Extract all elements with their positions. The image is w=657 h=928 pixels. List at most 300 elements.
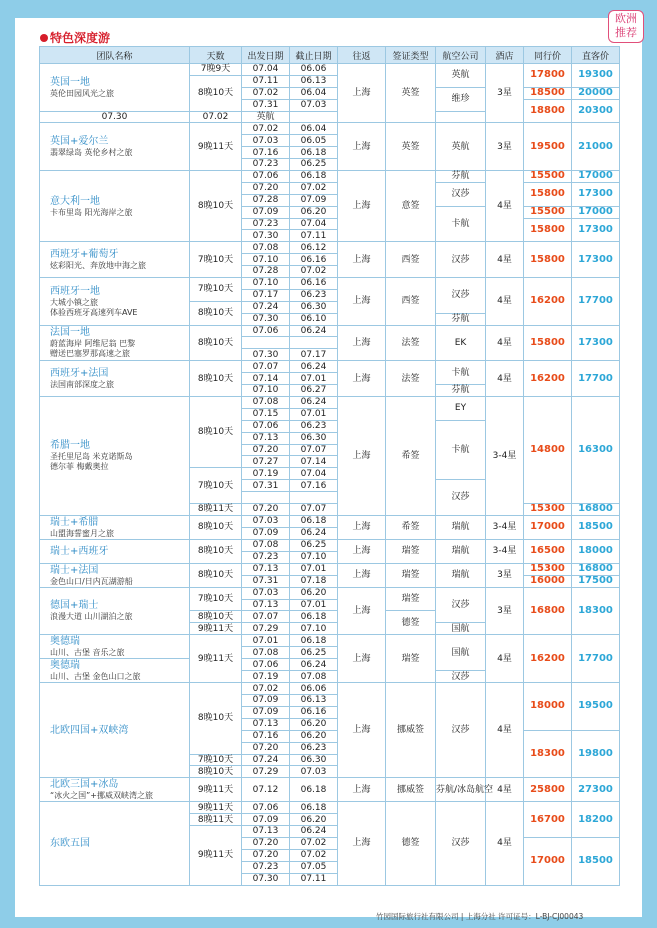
deadline-date: 07.03 — [290, 766, 338, 778]
depart-date: 07.23 — [242, 218, 290, 230]
deadline-date: 07.18 — [290, 575, 338, 587]
airline-cell: 汉莎 — [436, 242, 486, 278]
peer-price: 16200 — [524, 635, 572, 683]
depart-date: 07.09 — [242, 706, 290, 718]
peer-price: 17000 — [524, 515, 572, 539]
days-cell: 7晚10天 — [190, 587, 242, 611]
visa-cell: 法签 — [386, 325, 436, 361]
tour-name-cell — [40, 242, 190, 278]
deadline-date: 07.09 — [290, 194, 338, 206]
tour-desc: 山盟海誓蜜月之旅 — [50, 528, 114, 538]
deadline-date: 07.02 — [290, 849, 338, 861]
days-cell: 9晚11天 — [190, 778, 242, 802]
depart-date: 07.09 — [242, 695, 290, 707]
visa-cell: 希签 — [386, 515, 436, 539]
route-cell: 上海 — [338, 361, 386, 397]
days-cell: 8晚10天 — [190, 361, 242, 397]
tour-desc: 赠送巴塞罗那高速之旅 — [50, 349, 130, 359]
table-row — [40, 802, 620, 814]
depart-date: 07.30 — [242, 313, 290, 325]
deadline-date: 07.11 — [290, 873, 338, 885]
days-cell: 8晚10天 — [190, 301, 242, 325]
deadline-date — [290, 492, 338, 504]
tour-name: 北欧三国+冰岛 — [50, 779, 119, 791]
deadline-date: 07.16 — [290, 480, 338, 492]
depart-date: 07.11 — [242, 75, 290, 87]
direct-price: 18300 — [572, 587, 620, 635]
direct-price: 27300 — [572, 778, 620, 802]
depart-date: 07.27 — [242, 456, 290, 468]
depart-date: 07.06 — [242, 171, 290, 183]
days-cell: 8晚10天 — [190, 515, 242, 539]
direct-price: 16300 — [572, 396, 620, 503]
days-cell: 7晚10天 — [190, 754, 242, 766]
hotel-cell: 4星 — [486, 171, 524, 242]
direct-price: 17000 — [572, 206, 620, 218]
airline-cell: 芬航 — [436, 171, 486, 183]
hotel-cell: 4星 — [486, 278, 524, 326]
direct-price: 17700 — [572, 361, 620, 397]
peer-price: 16000 — [524, 575, 572, 587]
peer-price: 15800 — [524, 325, 572, 361]
airline-cell: 卡航 — [436, 420, 486, 479]
deadline-date: 06.18 — [290, 515, 338, 527]
tour-name-cell — [40, 64, 190, 112]
direct-price: 16800 — [572, 503, 620, 515]
peer-price: 17000 — [524, 837, 572, 885]
deadline-date: 07.02 — [190, 111, 242, 123]
route-cell: 上海 — [338, 539, 386, 563]
deadline-date: 06.25 — [290, 159, 338, 171]
route-cell: 上海 — [338, 563, 386, 587]
days-cell: 9晚11天 — [190, 123, 242, 171]
table-row — [40, 325, 620, 337]
deadline-date — [290, 337, 338, 349]
deadline-date: 06.25 — [290, 647, 338, 659]
depart-date: 07.01 — [242, 635, 290, 647]
tour-desc: 法国南部深度之旅 — [50, 380, 114, 390]
header-3: 截止日期 — [290, 47, 338, 64]
route-cell: 上海 — [338, 242, 386, 278]
depart-date: 07.02 — [242, 683, 290, 695]
tour-desc: 炫彩阳光、奔放地中海之旅 — [50, 261, 146, 271]
depart-date: 07.07 — [242, 611, 290, 623]
header-8: 同行价 — [524, 47, 572, 64]
peer-price: 18800 — [524, 99, 572, 123]
hotel-cell: 3星 — [486, 123, 524, 171]
tour-name-cell — [40, 278, 190, 326]
days-cell: 8晚10天 — [190, 325, 242, 361]
route-cell: 上海 — [338, 683, 386, 778]
table-row — [40, 361, 620, 373]
header-0: 团队名称 — [40, 47, 190, 64]
depart-date: 07.16 — [242, 730, 290, 742]
deadline-date: 06.24 — [290, 361, 338, 373]
deadline-date: 06.23 — [290, 420, 338, 432]
table-row — [40, 171, 620, 183]
tour-desc: 体验西班牙高速列车AVE — [50, 307, 138, 317]
deadline-date: 06.20 — [290, 587, 338, 599]
direct-price: 20300 — [572, 99, 620, 123]
visa-cell: 英签 — [386, 123, 436, 171]
depart-date: 07.23 — [242, 159, 290, 171]
depart-date: 07.08 — [242, 539, 290, 551]
deadline-date: 06.20 — [290, 730, 338, 742]
peer-price: 14800 — [524, 396, 572, 503]
section-title-text: 特色深度游 — [50, 31, 111, 45]
days-cell: 7晚10天 — [190, 468, 242, 504]
peer-price: 25800 — [524, 778, 572, 802]
tour-name-cell — [40, 802, 190, 885]
tour-desc: 大城小镇之旅 — [50, 297, 98, 307]
header-7: 酒店 — [486, 47, 524, 64]
airline-cell: 瑞航 — [436, 515, 486, 539]
depart-date: 07.06 — [242, 802, 290, 814]
depart-date: 07.09 — [242, 206, 290, 218]
direct-price: 17300 — [572, 218, 620, 242]
deadline-date: 06.06 — [290, 683, 338, 695]
airline-cell: 国航 — [436, 635, 486, 671]
tour-name: 奥德瑞 — [50, 660, 80, 672]
deadline-date: 06.23 — [290, 742, 338, 754]
deadline-date: 06.27 — [290, 385, 338, 397]
airline-cell: 汉莎 — [436, 278, 486, 314]
tour-desc: 德尔菲 梅戴奥拉 — [50, 462, 109, 472]
table-body — [40, 64, 620, 886]
deadline-date: 06.24 — [290, 826, 338, 838]
visa-cell: 瑞签 — [386, 539, 436, 563]
deadline-date: 07.05 — [290, 861, 338, 873]
depart-date: 07.28 — [242, 266, 290, 278]
depart-date: 07.29 — [242, 766, 290, 778]
peer-price: 15500 — [524, 171, 572, 183]
airline-cell: 瑞航 — [436, 563, 486, 587]
airline-cell: 汉莎 — [436, 587, 486, 623]
hotel-cell: 3-4星 — [486, 515, 524, 539]
tour-desc: 圣托里尼岛 米克诺斯岛 — [50, 452, 133, 462]
days-cell: 9晚11天 — [190, 635, 242, 683]
deadline-date: 07.01 — [290, 599, 338, 611]
tour-name: 德国+瑞士 — [50, 600, 99, 612]
direct-price: 18500 — [572, 837, 620, 885]
deadline-date: 07.10 — [290, 623, 338, 635]
hotel-cell: 4星 — [486, 778, 524, 802]
airline-cell: 瑞航 — [436, 539, 486, 563]
table-row — [40, 539, 620, 551]
depart-date: 07.04 — [242, 64, 290, 76]
route-cell: 上海 — [338, 635, 386, 683]
tour-name-cell — [40, 587, 190, 635]
depart-date: 07.08 — [242, 242, 290, 254]
depart-date: 07.08 — [242, 396, 290, 408]
direct-price: 19800 — [572, 730, 620, 778]
peer-price: 18000 — [524, 683, 572, 731]
airline-cell: 国航 — [436, 623, 486, 635]
direct-price: 16800 — [572, 563, 620, 575]
visa-cell: 德签 — [386, 802, 436, 885]
days-cell: 8晚10天 — [190, 75, 242, 111]
direct-price: 17000 — [572, 171, 620, 183]
depart-date — [242, 492, 290, 504]
direct-price: 18200 — [572, 802, 620, 838]
table-row — [40, 278, 620, 290]
visa-cell: 法签 — [386, 361, 436, 397]
table-row — [40, 242, 620, 254]
table-row — [40, 64, 620, 76]
days-cell: 9晚11天 — [190, 623, 242, 635]
deadline-date: 06.24 — [290, 659, 338, 671]
peer-price: 18500 — [524, 87, 572, 99]
hotel-cell: 4星 — [486, 361, 524, 397]
peer-price: 16700 — [524, 802, 572, 838]
section-title — [40, 29, 110, 46]
depart-date: 07.24 — [242, 301, 290, 313]
depart-date: 07.06 — [242, 325, 290, 337]
deadline-date: 07.02 — [290, 266, 338, 278]
tour-price-table — [39, 46, 620, 886]
airline-cell: 汉莎 — [436, 182, 486, 206]
direct-price: 17300 — [572, 242, 620, 278]
depart-date: 07.30 — [242, 230, 290, 242]
route-cell: 上海 — [338, 64, 386, 123]
direct-price: 17700 — [572, 278, 620, 326]
depart-date: 07.31 — [242, 99, 290, 111]
deadline-date: 06.10 — [290, 313, 338, 325]
footer-text: 竹园国际旅行社有限公司 | 上海分社 许可证号：L-BJ-CJ00043 — [376, 912, 584, 921]
days-cell: 8晚11天 — [190, 503, 242, 515]
route-cell: 上海 — [338, 396, 386, 515]
depart-date: 07.30 — [242, 873, 290, 885]
depart-date: 07.15 — [242, 408, 290, 420]
header-2: 出发日期 — [242, 47, 290, 64]
days-cell: 8晚11天 — [190, 814, 242, 826]
visa-cell: 西签 — [386, 278, 436, 326]
tour-name-cell — [40, 659, 190, 683]
hotel-cell: 3-4星 — [486, 396, 524, 515]
peer-price: 15800 — [524, 182, 572, 206]
route-cell: 上海 — [338, 325, 386, 361]
depart-date: 07.13 — [242, 718, 290, 730]
depart-date: 07.06 — [242, 420, 290, 432]
direct-price: 17700 — [572, 635, 620, 683]
tour-name-cell — [40, 778, 190, 802]
direct-price: 19500 — [572, 683, 620, 731]
deadline-date: 06.20 — [290, 718, 338, 730]
airline-cell: 英航 — [436, 123, 486, 171]
depart-date: 07.29 — [242, 623, 290, 635]
peer-price: 16500 — [524, 539, 572, 563]
tour-desc: 蔚蓝海岸 阿维尼翁 巴黎 — [50, 339, 136, 349]
peer-price: 16200 — [524, 361, 572, 397]
airline-cell: 汉莎 — [436, 683, 486, 778]
left-border — [0, 0, 15, 928]
deadline-date: 07.04 — [290, 218, 338, 230]
table-header — [40, 47, 620, 64]
visa-cell: 德签 — [386, 611, 436, 635]
peer-price: 19500 — [524, 123, 572, 171]
depart-date: 07.20 — [242, 503, 290, 515]
deadline-date: 07.01 — [290, 563, 338, 575]
deadline-date: 07.02 — [290, 182, 338, 194]
deadline-date: 07.17 — [290, 349, 338, 361]
tour-desc: 山川、古堡 音乐之旅 — [50, 648, 125, 658]
airline-cell: 维珍 — [436, 87, 486, 111]
tour-name-cell — [40, 563, 190, 587]
deadline-date: 06.16 — [290, 706, 338, 718]
tour-name: 法国一地 — [50, 327, 90, 339]
visa-cell: 意签 — [386, 171, 436, 242]
tour-name: 北欧四国+双峡湾 — [50, 724, 129, 736]
direct-price: 18000 — [572, 539, 620, 563]
header-5: 签证类型 — [386, 47, 436, 64]
hotel-cell: 4星 — [486, 635, 524, 683]
table-row — [40, 123, 620, 135]
tour-name: 西班牙一地 — [50, 285, 100, 297]
depart-date: 07.10 — [242, 385, 290, 397]
days-cell: 9晚11天 — [190, 802, 242, 814]
days-cell: 8晚10天 — [190, 766, 242, 778]
visa-cell: 希签 — [386, 396, 436, 515]
days-cell: 7晚10天 — [190, 278, 242, 302]
airline-cell: 英航 — [242, 111, 290, 123]
days-cell: 8晚10天 — [190, 611, 242, 623]
depart-date: 07.06 — [242, 659, 290, 671]
peer-price: 15300 — [524, 503, 572, 515]
days-cell: 8晚10天 — [190, 683, 242, 754]
visa-cell: 挪威签 — [386, 778, 436, 802]
airline-cell: 芬航/冰岛航空 — [436, 778, 486, 802]
visa-cell: 瑞签 — [386, 635, 436, 683]
deadline-date: 06.05 — [290, 135, 338, 147]
airline-cell: EK — [436, 325, 486, 361]
days-cell: 8晚10天 — [190, 563, 242, 587]
route-cell: 上海 — [338, 778, 386, 802]
direct-price: 17500 — [572, 575, 620, 587]
tour-name-cell — [40, 171, 190, 242]
depart-date: 07.19 — [242, 671, 290, 683]
tour-desc: 金色山口/日内瓦湖游船 — [50, 576, 133, 586]
deadline-date: 06.20 — [290, 206, 338, 218]
tour-name-cell — [40, 361, 190, 397]
airline-cell: 汉莎 — [436, 671, 486, 683]
deadline-date: 06.18 — [290, 778, 338, 802]
deadline-date: 06.18 — [290, 635, 338, 647]
depart-date: 07.20 — [242, 444, 290, 456]
depart-date: 07.28 — [242, 194, 290, 206]
hotel-cell: 4星 — [486, 802, 524, 885]
airline-cell: 卡航 — [436, 206, 486, 242]
depart-date: 07.03 — [242, 135, 290, 147]
header-1: 天数 — [190, 47, 242, 64]
deadline-date: 06.16 — [290, 278, 338, 290]
depart-date: 07.09 — [242, 814, 290, 826]
tour-name: 瑞士+希腊 — [50, 516, 99, 528]
peer-price: 15300 — [524, 563, 572, 575]
route-cell: 上海 — [338, 278, 386, 326]
depart-date: 07.19 — [242, 468, 290, 480]
deadline-date: 07.11 — [290, 230, 338, 242]
tour-name: 英国+爱尔兰 — [50, 136, 109, 148]
tour-desc: 山川、古堡 金色山口之旅 — [50, 672, 141, 682]
tour-name: 瑞士+西班牙 — [50, 545, 109, 557]
deadline-date: 07.14 — [290, 456, 338, 468]
route-cell: 上海 — [338, 587, 386, 635]
airline-cell: 汉莎 — [436, 802, 486, 885]
days-cell: 7晚10天 — [190, 242, 242, 278]
depart-date: 07.13 — [242, 599, 290, 611]
europe-recommend-badge — [608, 10, 644, 43]
tour-name-cell — [40, 635, 190, 659]
depart-date: 07.13 — [242, 826, 290, 838]
airline-cell: EY — [436, 396, 486, 420]
hotel-cell: 3星 — [486, 563, 524, 587]
visa-cell: 瑞签 — [386, 587, 436, 611]
depart-date: 07.20 — [242, 849, 290, 861]
deadline-date: 07.04 — [290, 468, 338, 480]
depart-date: 07.30 — [242, 349, 290, 361]
depart-date: 07.10 — [242, 278, 290, 290]
tour-name: 西班牙+法国 — [50, 368, 109, 380]
route-cell: 上海 — [338, 171, 386, 242]
peer-price: 15800 — [524, 242, 572, 278]
depart-date: 07.24 — [242, 754, 290, 766]
depart-date: 07.31 — [242, 575, 290, 587]
depart-date: 07.30 — [40, 111, 190, 123]
depart-date — [242, 337, 290, 349]
badge-line-2: 推荐 — [615, 26, 637, 39]
days-cell: 8晚10天 — [190, 171, 242, 242]
visa-cell: 挪威签 — [386, 683, 436, 778]
direct-price: 20000 — [572, 87, 620, 99]
depart-date: 07.20 — [242, 182, 290, 194]
tour-name-cell — [40, 683, 190, 778]
deadline-date: 06.23 — [290, 289, 338, 301]
days-cell: 8晚10天 — [190, 539, 242, 563]
peer-price: 17800 — [524, 64, 572, 88]
deadline-date: 06.16 — [290, 254, 338, 266]
table-row — [40, 396, 620, 408]
deadline-date: 06.18 — [290, 611, 338, 623]
peer-price: 18300 — [524, 730, 572, 778]
route-cell: 上海 — [338, 123, 386, 171]
tour-name: 瑞士+法国 — [50, 564, 99, 576]
depart-date: 07.08 — [242, 647, 290, 659]
visa-cell: 瑞签 — [386, 563, 436, 587]
table-row — [40, 515, 620, 527]
depart-date: 07.31 — [242, 480, 290, 492]
table-row — [40, 587, 620, 599]
deadline-date: 06.30 — [290, 301, 338, 313]
depart-date: 07.10 — [242, 254, 290, 266]
route-cell: 上海 — [338, 802, 386, 885]
peer-price: 15500 — [524, 206, 572, 218]
hotel-cell: 3星 — [486, 587, 524, 635]
deadline-date: 06.18 — [290, 802, 338, 814]
deadline-date: 07.07 — [290, 503, 338, 515]
depart-date: 07.20 — [242, 742, 290, 754]
peer-price: 16800 — [524, 587, 572, 635]
right-border — [642, 0, 657, 928]
depart-date: 07.13 — [242, 563, 290, 575]
tour-desc: 卡布里岛 阳光海岸之旅 — [50, 207, 133, 217]
tour-name: 意大利一地 — [50, 195, 100, 207]
deadline-date: 06.06 — [290, 64, 338, 76]
hotel-cell: 4星 — [486, 242, 524, 278]
deadline-date: 07.03 — [290, 99, 338, 111]
tour-name-cell — [40, 515, 190, 539]
deadline-date: 06.13 — [290, 75, 338, 87]
direct-price: 17300 — [572, 182, 620, 206]
